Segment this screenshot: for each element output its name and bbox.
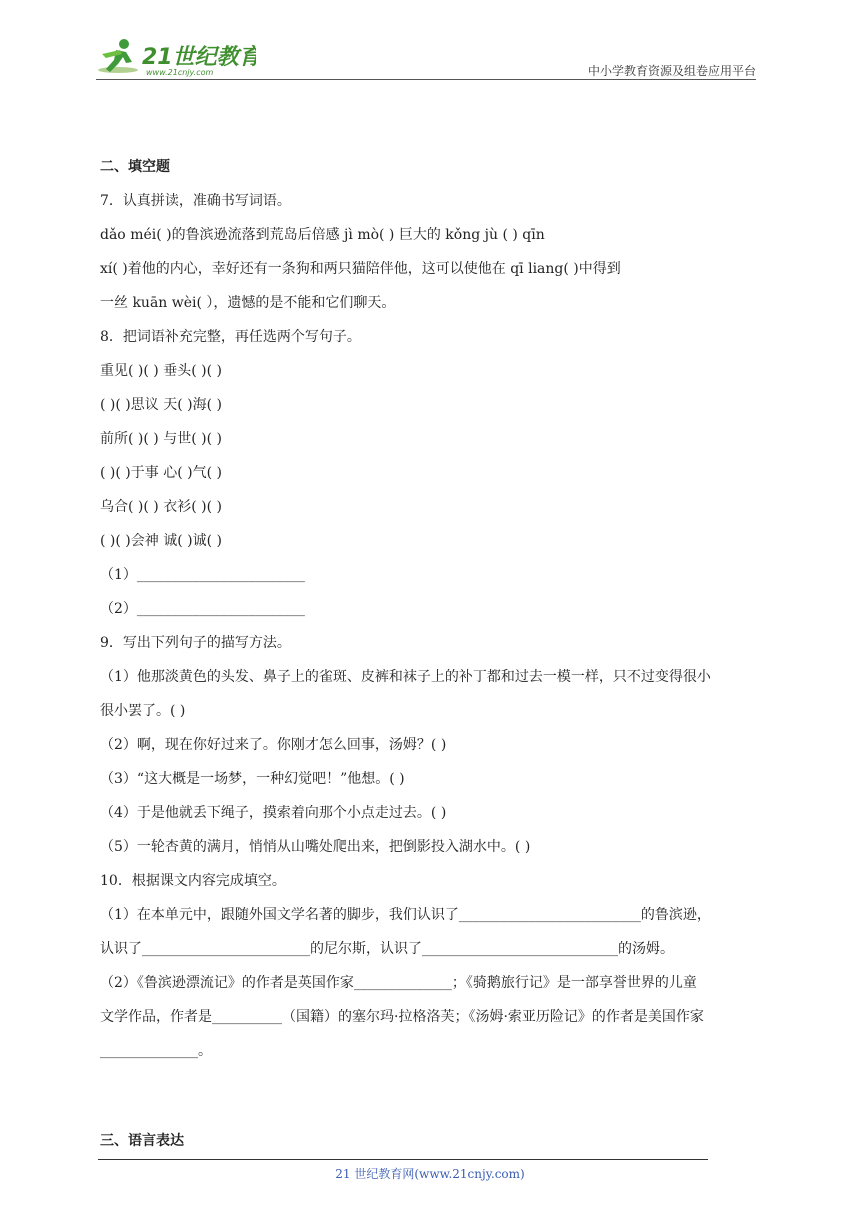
footer-divider	[98, 1159, 708, 1160]
q9-item-4[interactable]: （4）于是他就丢下绳子，摸索着向那个小点走过去。( )	[100, 805, 447, 821]
q8-row-1[interactable]: 重见( )( ) 垂头( )( )	[100, 363, 222, 379]
svg-text:www.21cnjy.com: www.21cnjy.com	[146, 68, 214, 77]
q9-item-3[interactable]: （3）“这大概是一场梦，一种幻觉吧！”他想。( )	[100, 771, 405, 787]
section-3-title: 三、语言表达	[100, 1133, 184, 1149]
svg-text:21世纪教育: 21世纪教育	[142, 45, 256, 70]
q7-line-1[interactable]: dǎo méi( )的鲁滨逊流落到荒岛后倍感 jì mò( ) 巨大的 kǒng jù ( ) qīn	[100, 227, 545, 243]
q10-part2-line1[interactable]: （2）《鲁滨逊漂流记》的作者是英国作家______________；《骑鹅旅行记》是一部享誉世界的儿童	[100, 975, 697, 991]
exam-content	[100, 150, 764, 1158]
site-logo	[96, 36, 256, 80]
q7-line-3[interactable]: 一丝 kuān wèi( ），遗憾的是不能和它们聊天。	[100, 295, 396, 311]
q10-part1-line1[interactable]: （1）在本单元中，跟随外国文学名著的脚步，我们认识了__________________________的鲁滨逊，	[100, 907, 711, 923]
q8-title: 8．把词语补充完整，再任选两个写句子。	[100, 329, 361, 345]
q9-title: 9．写出下列句子的描写方法。	[100, 635, 291, 651]
q8-sentence-1[interactable]: （1）________________________	[100, 567, 305, 583]
header-divider	[96, 79, 756, 80]
running-man-logo-icon	[96, 36, 256, 80]
q9-item-5[interactable]: （5）一轮杏黄的满月，悄悄从山嘴处爬出来，把倒影投入湖水中。( )	[100, 839, 531, 855]
q10-part2-line2[interactable]: 文学作品，作者是__________（国籍）的塞尔玛·拉格洛芙；《汤姆·索亚历险记》的作者是美国作家	[100, 1009, 704, 1025]
q7-line-2[interactable]: xí( )着他的内心，幸好还有一条狗和两只猫陪伴他，这可以使他在 qī liang( )中得到	[100, 261, 621, 277]
header-platform-name: 中小学教育资源及组卷应用平台	[587, 64, 756, 78]
q9-item-1b[interactable]: 很小罢了。( )	[100, 703, 186, 719]
section-2-title: 二、填空题	[100, 159, 170, 175]
q10-part1-line2[interactable]: 认识了________________________的尼尔斯，认识了____________________________的汤姆。	[100, 941, 674, 957]
q9-item-1a: （1）他那淡黄色的头发、鼻子上的雀斑、皮裤和袜子上的补丁都和过去一模一样，只不过变得很小	[100, 669, 711, 685]
q8-row-2[interactable]: ( )( )思议 天( )海( )	[100, 397, 222, 413]
q8-row-5[interactable]: 乌合( )( ) 衣衫( )( )	[100, 499, 222, 515]
q8-row-6[interactable]: ( )( )会神 诚( )诚( )	[100, 533, 222, 549]
q9-item-2[interactable]: （2）啊，现在你好过来了。你刚才怎么回事，汤姆？( )	[100, 737, 447, 753]
q10-part2-line3[interactable]: ______________。	[100, 1043, 212, 1059]
q8-sentence-2[interactable]: （2）________________________	[100, 601, 305, 617]
q8-row-4[interactable]: ( )( )于事 心( )气( )	[100, 465, 222, 481]
footer-source[interactable]: 21 世纪教育网(www.21cnjy.com)	[335, 1167, 525, 1181]
q7-title: 7．认真拼读，准确书写词语。	[100, 193, 291, 209]
q10-title: 10．根据课文内容完成填空。	[100, 873, 286, 889]
q8-row-3[interactable]: 前所( )( ) 与世( )( )	[100, 431, 222, 447]
